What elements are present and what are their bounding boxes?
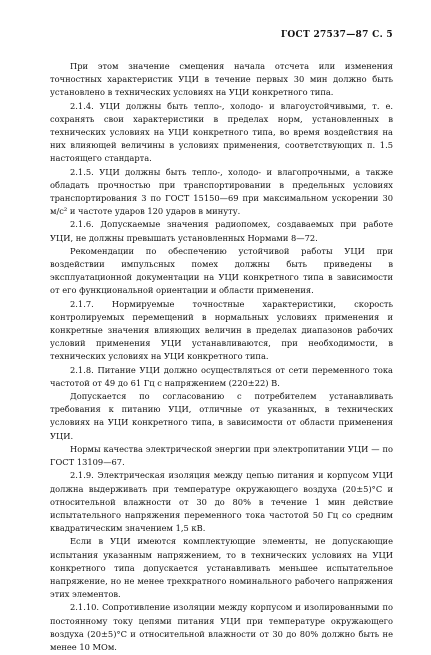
paragraph: 2.1.7. Нормируемые точностные характеристики, скорость контролируемых перемещений в нормальных условиях применения и конкретные значения влияющих величин в пределах диапазонов рабочих условий применения УЦИ устанавливаются, при необходимости, в технических условиях на УЦИ конкретного типа. <box>50 298 393 362</box>
paragraph: Допускается по согласованию с потребителем устанавливать требования к питанию УЦИ, отличные от указанных, в технических условиях на УЦИ конкретного типа, в зависимости от области применения УЦИ. <box>50 391 393 441</box>
document-body <box>50 60 393 654</box>
paragraph: 2.1.10. Сопротивление изоляции между корпусом и изолированными по постоянному току цепями питания УЦИ при температуре окружающего воздуха (20±5)°С и относительной влажности от 30 до 80% должно быть не менее 10 МОм. <box>50 602 393 652</box>
paragraph: 2.1.8. Питание УЦИ должно осуществляться от сети переменного тока частотой от 49 до 61 Гц с напряжением (220±22) В. <box>50 364 393 388</box>
paragraph: Если в УЦИ имеются комплектующие элементы, не допускающие испытания указанным напряжением, то в технических условиях на УЦИ конкретного типа допускается устанавливать меньшее испытательное напряжение, но не менее трехкратного номинального рабочего напряжения этих элементов. <box>50 536 393 600</box>
paragraph: При этом значение смещения начала отсчета или изменения точностных характеристик УЦИ в течение первых 30 мин должно быть установлено в технических условиях на УЦИ конкретного типа. <box>50 61 393 98</box>
paragraph: 2.1.5. УЦИ должны быть тепло-, холодо- и влагопрочными, а также обладать прочностью при транспортировании в предельных условиях транспортирования 3 по ГОСТ 15150—69 при максимальном ускорении 30 м/с² и частоте ударов 120 ударов в минуту. <box>50 166 393 217</box>
paragraph: 2.1.4. УЦИ должны быть тепло-, холодо- и влагоустойчивыми, т. е. сохранять свои характеристики в пределах норм, установленных в технических условиях на УЦИ конкретного типа, во время воздействия на них влияющей величины в условиях применения, соответствующих п. 1.5 настоящего стандарта. <box>50 100 393 164</box>
paragraph: 2.1.9. Электрическая изоляция между цепью питания и корпусом УЦИ должна выдерживать при температуре окружающего воздуха (20±5)°С и относительной влажности от 30 до 80% в течение 1 мин действие испытательного напряжения переменного тока частотой 50 Гц со средним квадратическим значением 1,5 кВ. <box>50 470 393 534</box>
paragraph: Рекомендации по обеспечению устойчивой работы УЦИ при воздействии импульсных помех должны быть приведены в эксплуатационной документации на УЦИ конкретного типа в зависимости от его функциональной ориентации и области применения. <box>50 245 393 296</box>
paragraph: Нормы качества электрической энергии при электропитании УЦИ — по ГОСТ 13109—67. <box>50 443 393 468</box>
paragraph: 2.1.6. Допускаемые значения радиопомех, создаваемых при работе УЦИ, не должны превышать установленных Нормами 8—72. <box>50 219 393 243</box>
page-header: ГОСТ 27537—87 С. 5 <box>280 30 393 40</box>
